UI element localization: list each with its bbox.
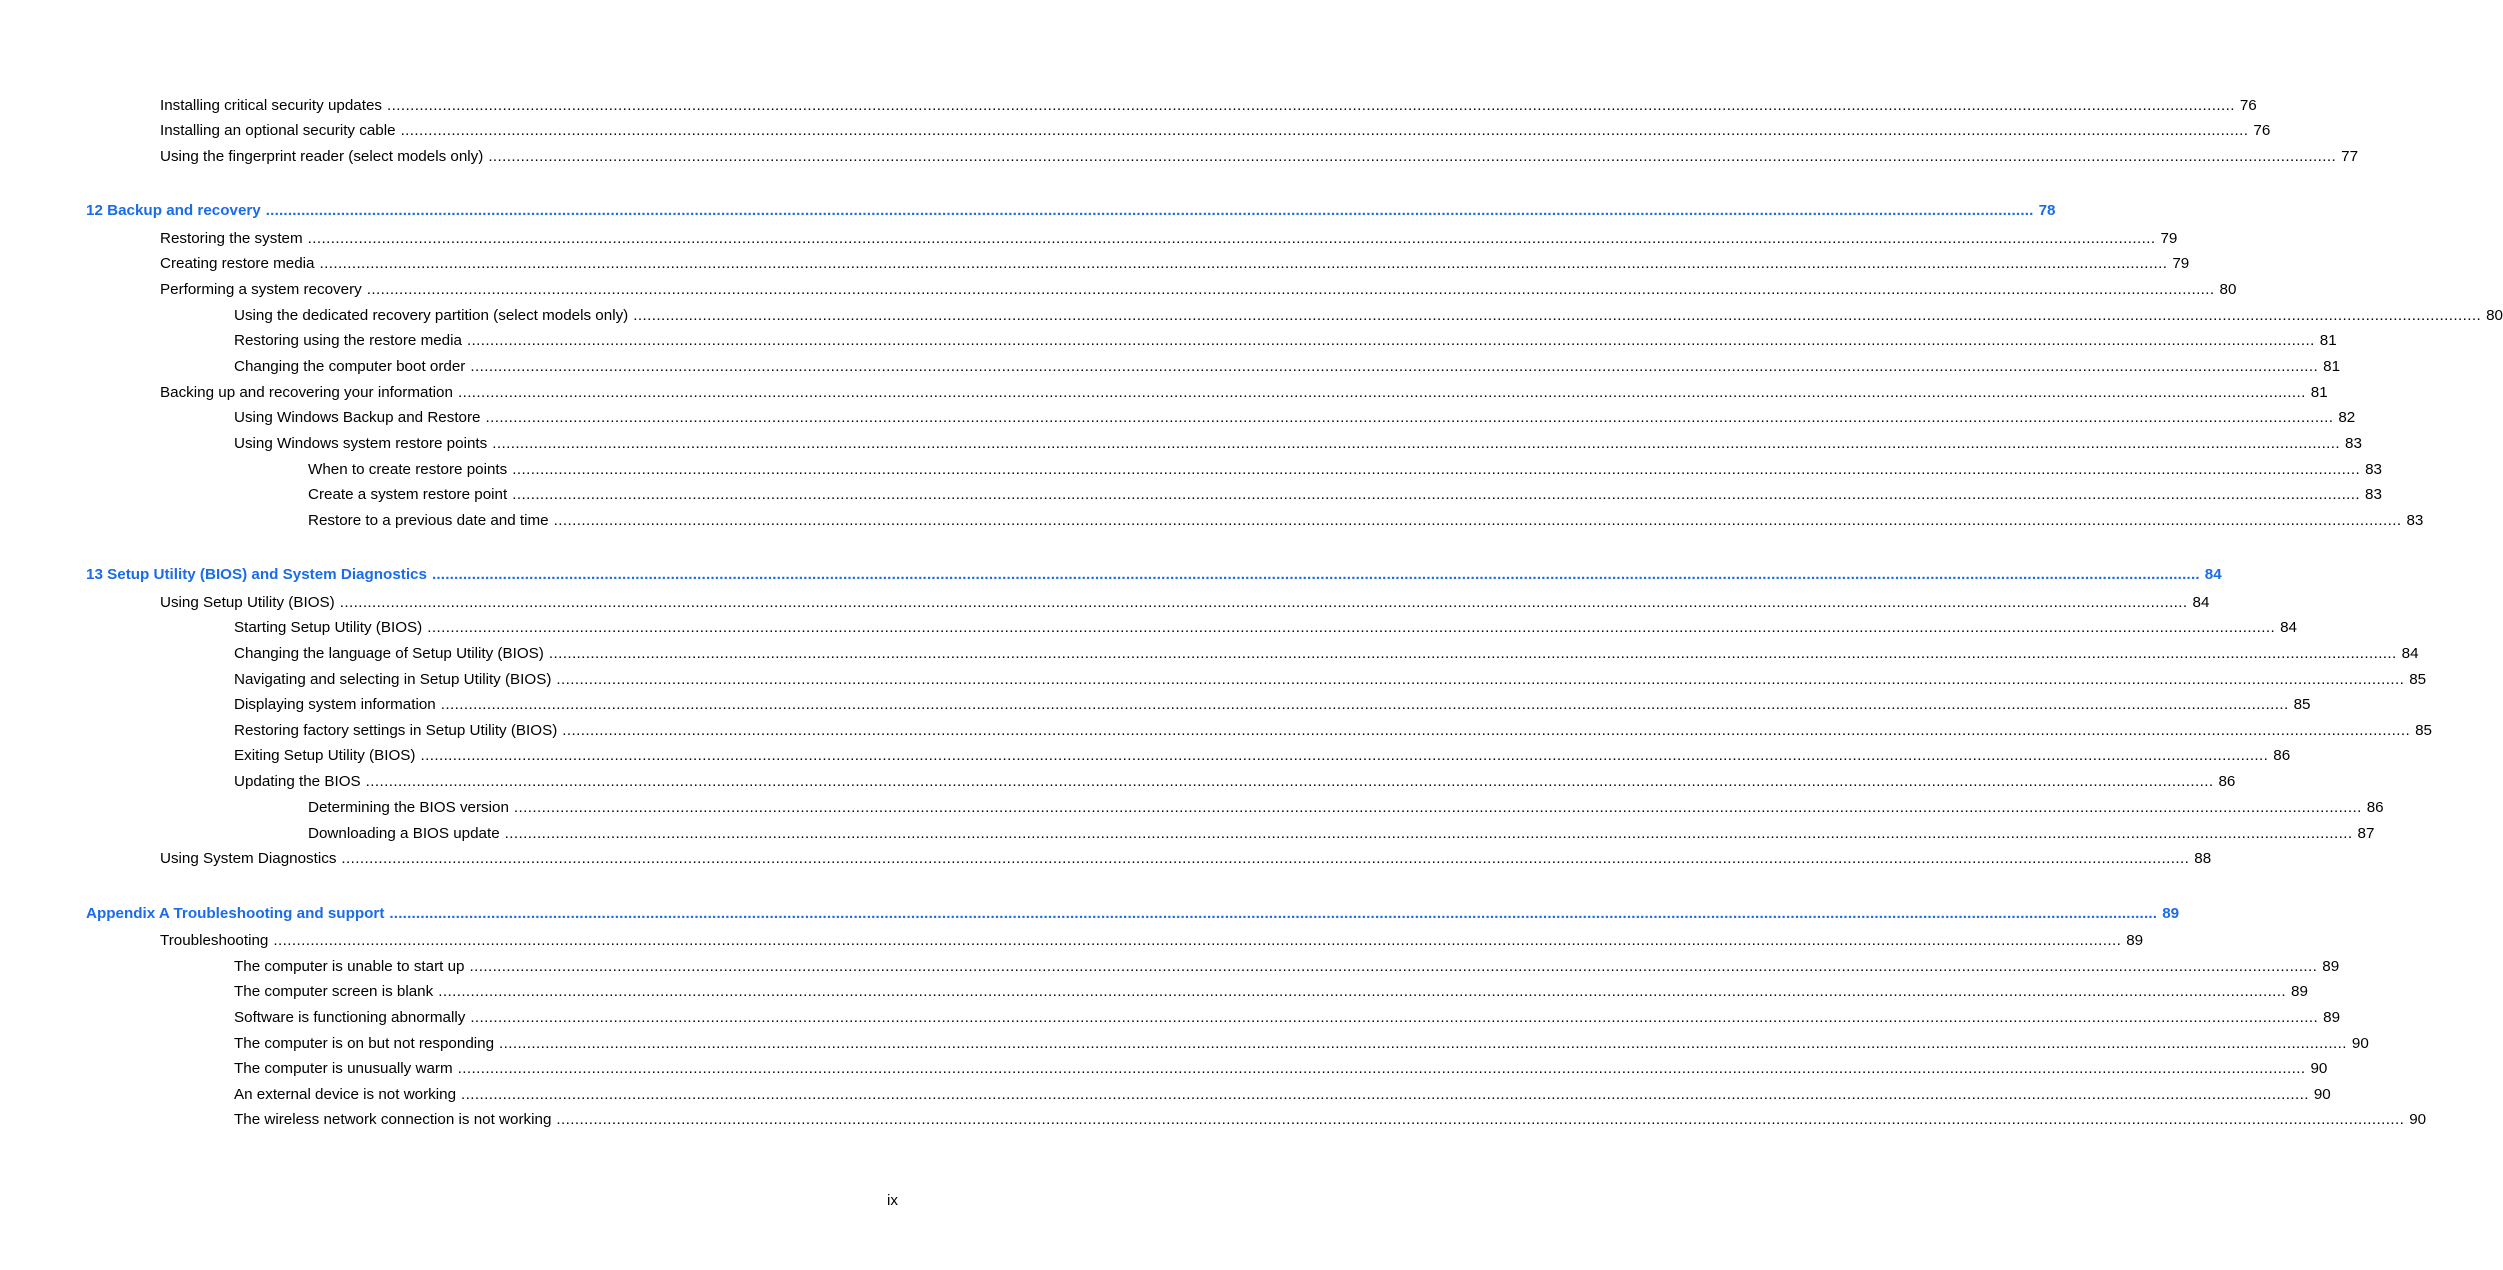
toc-entry-title: Using the fingerprint reader (select models only) <box>160 148 484 165</box>
toc-entry-title: Restore to a previous date and time <box>308 512 549 529</box>
toc-entry-title: Backing up and recovering your information <box>160 384 453 401</box>
toc-entry-title: Using System Diagnostics <box>160 850 337 867</box>
dot-leader: ................................................................................................................................................................................................................................................................................................................................................................................................................ <box>366 281 2215 298</box>
dot-leader: ................................................................................................................................................................................................................................................................................................................................................................................................................ <box>341 850 2190 867</box>
toc-entry-link[interactable] <box>234 721 2433 741</box>
toc-entry-title: When to create restore points <box>308 461 508 478</box>
toc-entry-title: An external device is not working <box>234 1086 457 1103</box>
toc-entry-link[interactable] <box>234 331 2337 351</box>
toc-entry-title: Troubleshooting <box>160 932 269 949</box>
toc-entry-title: The computer is unable to start up <box>234 958 465 975</box>
toc-entry-link[interactable] <box>308 511 2424 531</box>
toc-entry-page: 81 <box>2319 332 2337 349</box>
toc-entry-page: 79 <box>2160 230 2178 247</box>
toc-entry-link[interactable] <box>160 254 2190 274</box>
toc-entry-title: Restoring the system <box>160 230 303 247</box>
toc-entry-page: 87 <box>2357 825 2375 842</box>
dot-leader: ................................................................................................................................................................................................................................................................................................................................................................................................................ <box>438 983 2287 1000</box>
toc-entry-link[interactable] <box>160 931 2144 951</box>
dot-leader: ................................................................................................................................................................................................................................................................................................................................................................................................................ <box>633 307 2482 324</box>
dot-leader: ................................................................................................................................................................................................................................................................................................................................................................................................................ <box>562 722 2411 739</box>
toc-entry-title: Create a system restore point <box>308 486 508 503</box>
dot-leader: ................................................................................................................................................................................................................................................................................................................................................................................................................ <box>499 1035 2347 1052</box>
toc-entry-title: Creating restore media <box>160 255 315 272</box>
dot-leader: ................................................................................................................................................................................................................................................................................................................................................................................................................ <box>461 1086 2309 1103</box>
toc-entry-page: 89 <box>2322 958 2340 975</box>
toc-entry-page: 90 <box>2351 1035 2369 1052</box>
toc-entry-page: 76 <box>2239 97 2257 114</box>
dot-leader: ................................................................................................................................................................................................................................................................................................................................................................................................................ <box>556 671 2405 688</box>
dot-leader: ................................................................................................................................................................................................................................................................................................................................................................................................................ <box>457 384 2306 401</box>
toc-entry-link[interactable] <box>234 670 2427 690</box>
dot-leader: ................................................................................................................................................................................................................................................................................................................................................................................................................ <box>389 905 2158 922</box>
toc-entry-page: 83 <box>2365 486 2382 503</box>
toc-entry-page: 85 <box>2293 696 2311 713</box>
toc-entry-page: 77 <box>2341 148 2359 165</box>
toc-entry-page: 89 <box>2162 905 2180 922</box>
toc-entry-link[interactable] <box>160 229 2178 249</box>
toc-entry-link[interactable] <box>234 957 2340 977</box>
toc-entry-link[interactable] <box>234 746 2291 766</box>
toc-entry-link[interactable] <box>234 644 2419 664</box>
toc-entry-link[interactable] <box>234 306 2503 326</box>
dot-leader: ................................................................................................................................................................................................................................................................................................................................................................................................................ <box>466 332 2315 349</box>
toc-entry-title: Using Setup Utility (BIOS) <box>160 594 335 611</box>
toc-entry-title: Starting Setup Utility (BIOS) <box>234 619 423 636</box>
toc-entry-page: 82 <box>2338 409 2356 426</box>
toc-entry-title: Software is functioning abnormally <box>234 1009 466 1026</box>
toc-entry-page: 84 <box>2192 594 2210 611</box>
toc-entry-title: Exiting Setup Utility (BIOS) <box>234 747 416 764</box>
toc-entry-title: The computer is on but not responding <box>234 1035 495 1052</box>
toc-entry-title: Installing critical security updates <box>160 97 383 114</box>
dot-leader: ................................................................................................................................................................................................................................................................................................................................................................................................................ <box>488 148 2337 165</box>
dot-leader: ................................................................................................................................................................................................................................................................................................................................................................................................................ <box>440 696 2289 713</box>
toc-entry-page: 88 <box>2194 850 2212 867</box>
toc-entry-title: Appendix A Troubleshooting and support <box>86 905 385 922</box>
toc-entry-link[interactable] <box>234 772 2236 792</box>
toc-entry-link[interactable] <box>234 434 2362 454</box>
toc-entry-page: 85 <box>2409 671 2427 688</box>
dot-leader: ................................................................................................................................................................................................................................................................................................................................................................................................................ <box>548 645 2397 662</box>
toc-entry-link[interactable] <box>234 1008 2341 1028</box>
dot-leader: ................................................................................................................................................................................................................................................................................................................................................................................................................ <box>307 230 2156 247</box>
toc-entry-page: 84 <box>2280 619 2297 636</box>
toc-entry-title: 12 Backup and recovery <box>86 202 261 219</box>
toc-chapter-link[interactable] <box>86 904 2180 924</box>
toc-entry-title: Installing an optional security cable <box>160 122 396 139</box>
toc-entry-page: 86 <box>2218 773 2236 790</box>
toc-entry-link[interactable] <box>160 147 2359 167</box>
toc-entry-link[interactable] <box>160 96 2257 116</box>
toc-entry-page: 76 <box>2253 122 2271 139</box>
toc-entry-link[interactable] <box>234 1034 2369 1054</box>
toc-entry-page: 80 <box>2486 307 2503 324</box>
page-number: ix <box>887 1192 898 1209</box>
toc-entry-title: The wireless network connection is not working <box>234 1111 552 1128</box>
dot-leader: ................................................................................................................................................................................................................................................................................................................................................................................................................ <box>319 255 2168 272</box>
toc-entry-title: Changing the computer boot order <box>234 358 466 375</box>
toc-entry-link[interactable] <box>234 618 2297 638</box>
toc-entry-link[interactable] <box>234 1110 2427 1130</box>
toc-entry-title: The computer is unusually warm <box>234 1060 453 1077</box>
toc-entry-title: Using the dedicated recovery partition (select models only) <box>234 307 629 324</box>
toc-entry-page: 81 <box>2310 384 2328 401</box>
toc-entry-link[interactable] <box>308 460 2382 480</box>
toc-entry-link[interactable] <box>160 593 2210 613</box>
dot-leader: ................................................................................................................................................................................................................................................................................................................................................................................................................ <box>365 773 2214 790</box>
toc-entry-page: 85 <box>2415 722 2433 739</box>
toc-entry-page: 90 <box>2310 1060 2328 1077</box>
toc-entry-title: Determining the BIOS version <box>308 799 509 816</box>
dot-leader: ................................................................................................................................................................................................................................................................................................................................................................................................................ <box>485 409 2334 426</box>
toc-chapter-link[interactable] <box>86 565 2222 585</box>
toc-entry-page: 89 <box>2323 1009 2341 1026</box>
dot-leader: ................................................................................................................................................................................................................................................................................................................................................................................................................ <box>387 97 2235 114</box>
toc-entry-title: Using Windows system restore points <box>234 435 488 452</box>
toc-entry-page: 84 <box>2401 645 2419 662</box>
toc-entry-page: 89 <box>2291 983 2308 1000</box>
toc-chapter-link[interactable] <box>86 201 2056 221</box>
toc-entry-title: Performing a system recovery <box>160 281 362 298</box>
dot-leader: ................................................................................................................................................................................................................................................................................................................................................................................................................ <box>431 566 2200 583</box>
toc-entry-title: Changing the language of Setup Utility (BIOS) <box>234 645 544 662</box>
toc-entry-link[interactable] <box>234 357 2341 377</box>
toc-entry-title: Restoring factory settings in Setup Utility (BIOS) <box>234 722 558 739</box>
toc-entry-link[interactable] <box>234 408 2356 428</box>
toc-entry-page: 80 <box>2219 281 2237 298</box>
dot-leader: ................................................................................................................................................................................................................................................................................................................................................................................................................ <box>492 435 2341 452</box>
dot-leader: ................................................................................................................................................................................................................................................................................................................................................................................................................ <box>457 1060 2306 1077</box>
toc-entry-link[interactable] <box>160 280 2237 300</box>
toc-entry-title: Restoring using the restore media <box>234 332 462 349</box>
toc-entry-page: 83 <box>2406 512 2424 529</box>
toc-entry-page: 89 <box>2126 932 2144 949</box>
dot-leader: ................................................................................................................................................................................................................................................................................................................................................................................................................ <box>513 799 2362 816</box>
dot-leader: ................................................................................................................................................................................................................................................................................................................................................................................................................ <box>427 619 2276 636</box>
dot-leader: ................................................................................................................................................................................................................................................................................................................................................................................................................ <box>273 932 2122 949</box>
toc-entry-title: Displaying system information <box>234 696 436 713</box>
dot-leader: ................................................................................................................................................................................................................................................................................................................................................................................................................ <box>470 1009 2319 1026</box>
toc-entry-link[interactable] <box>234 1059 2328 1079</box>
dot-leader: ................................................................................................................................................................................................................................................................................................................................................................................................................ <box>556 1111 2405 1128</box>
toc-entry-title: Using Windows Backup and Restore <box>234 409 481 426</box>
dot-leader: ................................................................................................................................................................................................................................................................................................................................................................................................................ <box>400 122 2249 139</box>
toc-entry-page: 83 <box>2345 435 2362 452</box>
toc-entry-title: Updating the BIOS <box>234 773 361 790</box>
dot-leader: ................................................................................................................................................................................................................................................................................................................................................................................................................ <box>339 594 2188 611</box>
dot-leader: ................................................................................................................................................................................................................................................................................................................................................................................................................ <box>504 825 2353 842</box>
dot-leader: ................................................................................................................................................................................................................................................................................................................................................................................................................ <box>469 958 2318 975</box>
toc-entry-link[interactable] <box>234 1085 2331 1105</box>
toc-entry-title: The computer screen is blank <box>234 983 434 1000</box>
toc-entry-link[interactable] <box>160 121 2271 141</box>
toc-entry-page: 78 <box>2038 202 2056 219</box>
toc-entry-link[interactable] <box>308 824 2375 844</box>
toc-entry-link[interactable] <box>234 695 2311 715</box>
toc-entry-title: Downloading a BIOS update <box>308 825 500 842</box>
toc-entry-page: 86 <box>2273 747 2291 764</box>
toc-entry-page: 81 <box>2323 358 2341 375</box>
dot-leader: ................................................................................................................................................................................................................................................................................................................................................................................................................ <box>420 747 2269 764</box>
toc-entry-link[interactable] <box>308 798 2384 818</box>
dot-leader: ................................................................................................................................................................................................................................................................................................................................................................................................................ <box>470 358 2319 375</box>
toc-entry-link[interactable] <box>234 982 2308 1002</box>
dot-leader: ................................................................................................................................................................................................................................................................................................................................................................................................................ <box>265 202 2034 219</box>
dot-leader: ................................................................................................................................................................................................................................................................................................................................................................................................................ <box>553 512 2402 529</box>
toc-entry-page: 90 <box>2313 1086 2331 1103</box>
dot-leader: ................................................................................................................................................................................................................................................................................................................................................................................................................ <box>512 461 2361 478</box>
toc-entry-title: Navigating and selecting in Setup Utility (BIOS) <box>234 671 552 688</box>
toc-entry-page: 86 <box>2366 799 2384 816</box>
toc-entry-page: 90 <box>2409 1111 2427 1128</box>
toc-entry-link[interactable] <box>308 485 2382 505</box>
toc-entry-link[interactable] <box>160 849 2212 869</box>
toc-entry-link[interactable] <box>160 383 2328 403</box>
toc-entry-page: 84 <box>2204 566 2222 583</box>
toc-entry-title: 13 Setup Utility (BIOS) and System Diagnostics <box>86 566 427 583</box>
toc-entry-page: 83 <box>2365 461 2382 478</box>
dot-leader: ................................................................................................................................................................................................................................................................................................................................................................................................................ <box>512 486 2361 503</box>
toc-entry-page: 79 <box>2172 255 2190 272</box>
